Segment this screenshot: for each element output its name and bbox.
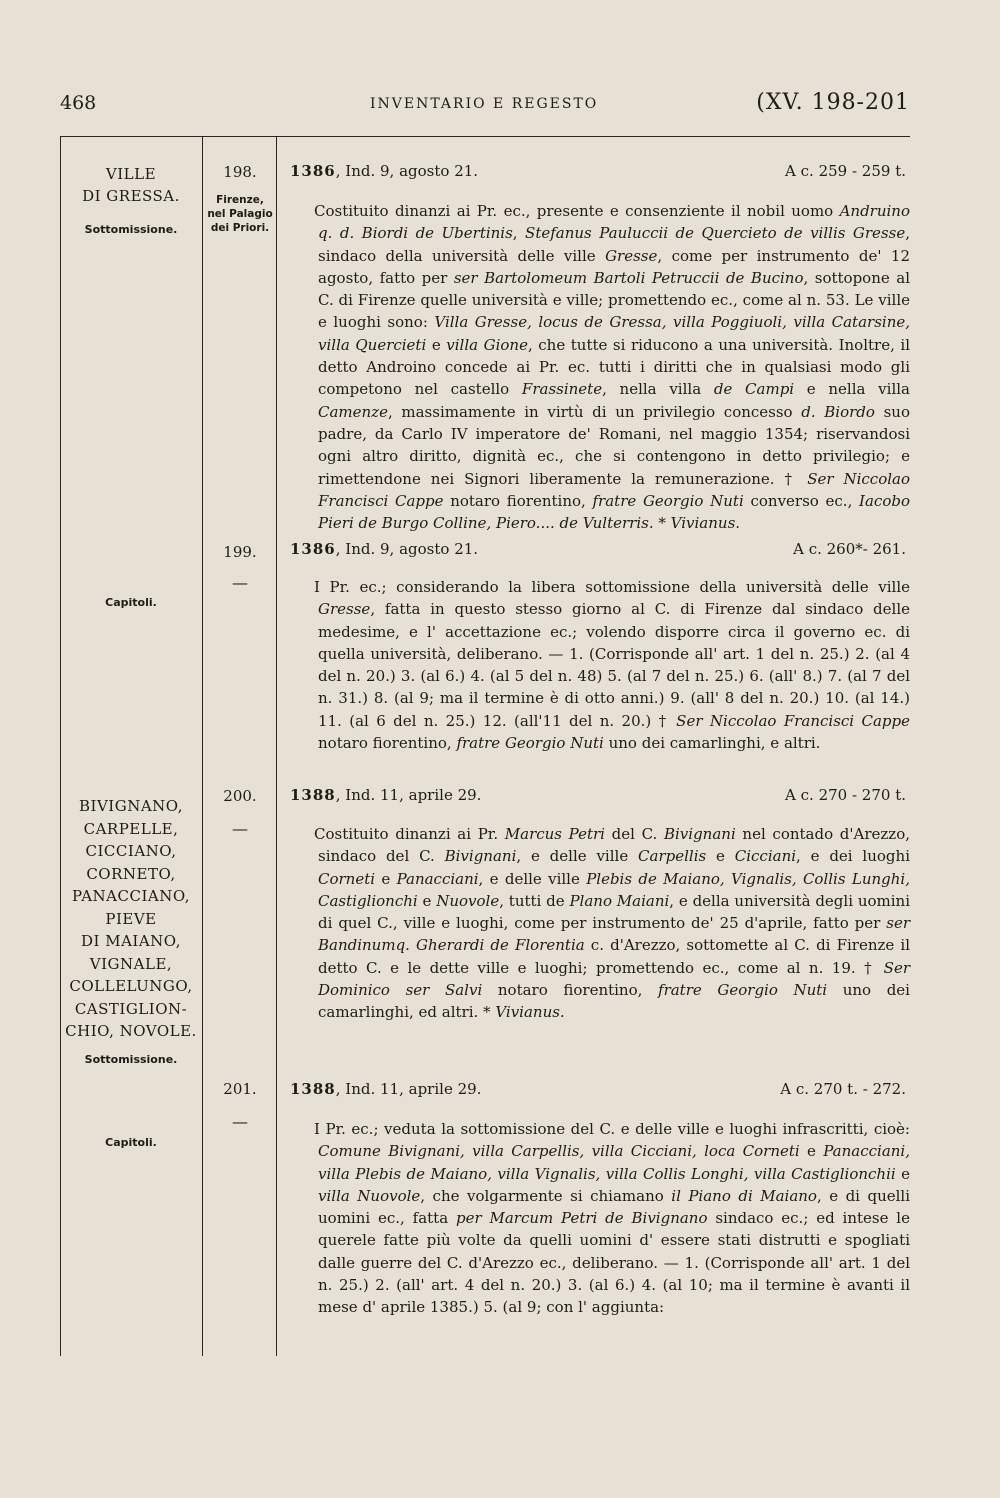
- entry-date-text: , Ind. 11, aprile 29.: [335, 1080, 482, 1098]
- margin-bivignano: [62, 795, 200, 1071]
- entry-number-199: [204, 543, 276, 592]
- entry-date: [290, 540, 478, 558]
- place-name: CORNETO,: [86, 864, 176, 883]
- place-name: CHIO, NOVOLE.: [65, 1022, 197, 1040]
- entry-text-199: I Pr. ec.; considerando la libera sottomissione della università delle ville Gresse, fatta in questo stesso giorno al C. di Firenze dal sindaco delle medesime, e l' accettazione ec.; volendo disporre circa il governo ec. di quella università, deliberano. — 1. (Corrisponde all' art. 1 del n. 25.) 2. (al 4 del n. 20.) 3. (al 6.) 4. (al 5 del n. 48) 5. (al 7 del n. 25.) 6. (all' 8.) 7. (al 7 del n. 31.) 8. (al 9; ma il termine è di otto anni.) 9. (all' 8 del n. 20.) 10. (al 14.) 11. (al 6 del n. 25.) 12. (all'11 del n. 20.) † Ser Niccolao Francisci Cappe notaro fiorentino, fratre Georgio Nuti uno dei camarlinghi, e altri.: [314, 578, 910, 753]
- margin-ville-gressa: [62, 163, 200, 241]
- entry-ref: A c. 270 - 270 t.: [785, 786, 906, 804]
- entry-date-text: , Ind. 9, agosto 21.: [335, 540, 479, 558]
- entry-text-198: Costituito dinanzi ai Pr. ec., presente e consenziente il nobil uomo Andruino q. d. Biordi de Ubertinis, Stefanus Pauluccii de Quercieto de villis Gresse, sindaco della università delle ville Gresse, come per instrumento de' 12 agosto, fatto per ser Bartolomeum Bartoli Petruccii de Bucino, sottopone al C. di Firenze quelle università e ville; promettendo ec., come al n. 53. Le ville e luoghi sono: Villa Gresse, locus de Gressa, villa Poggiuoli, villa Catarsine, villa Quercieti e villa Gione, che tutte si riducono a una università. Inoltre, il detto Androino concede ai Pr. ec. tutti i diritti che in qualsiasi modo gli competono nel castello Frassinete, nella villa de Campi e nella villa Camenze, massimamente in virtù di un privilegio concesso d. Biordo suo padre, da Carlo IV imperatore de' Romani, nel maggio 1354; riservandosi ogni altro diritto, dignità ec., che si contengono in detto privilegio; e rimettendone nei Signori liberamente la remunerazione. † Ser Niccolao Francisci Cappe notaro fiorentino, fratre Georgio Nuti converso ec., Iacobo Pieri de Burgo Colline, Piero.... de Vulterris. * Vivianus.: [314, 202, 911, 533]
- entry-number: 199.: [223, 543, 257, 561]
- entry-header-201: [290, 1080, 910, 1102]
- entry-number-198: [204, 163, 276, 235]
- margin-label: Sottomissione.: [84, 223, 178, 236]
- table-top-rule: [60, 136, 910, 137]
- place-name: DI MAIANO,: [81, 932, 181, 950]
- margin-capitoli-201: [62, 1128, 200, 1154]
- place-name: CASTIGLION-: [74, 999, 188, 1018]
- margin-capitoli-199: [62, 588, 200, 614]
- entry-number-200: [204, 787, 276, 838]
- place-name: VILLE: [105, 165, 157, 183]
- entry-place-note: [204, 193, 276, 235]
- dash: —: [232, 573, 248, 592]
- margin-label: Capitoli.: [105, 596, 157, 609]
- place-name: PIEVE: [105, 909, 157, 928]
- entry-number-201: [204, 1080, 276, 1131]
- entry-header-198: [290, 162, 910, 184]
- entry-number: 200.: [223, 787, 257, 805]
- column-rule-right: [276, 136, 277, 1356]
- dash: —: [232, 1112, 248, 1131]
- column-rule-middle: [202, 136, 203, 1356]
- entry-date: [290, 1080, 481, 1098]
- entry-ref: A c. 260*- 261.: [793, 540, 906, 558]
- entry-text-201: I Pr. ec.; veduta la sottomissione del C. e delle ville e luoghi infrascritti, cioè: Comune Bivignani, villa Carpellis, villa Cicciani, loca Corneti e Panacciani, villa Plebis de Maiano, villa Vignalis, villa Collis Longhi, villa Castiglionchii e villa Nuovole, che volgarmente si chiamano il Piano di Maiano, e di quelli uomini ec., fatta per Marcum Petri de Bivignano sindaco ec.; ed intese le querele fatte più volte da quelli uomini d' essere stati distrutti e spogliati dalle guerre del C. d'Arezzo ec., deliberano. — 1. (Corrisponde all' art. 1 del n. 25.) 2. (all' art. 4 del n. 20.) 3. (al 6.) 4. (al 10; ma il termine è avanti il mese d' aprile 1385.) 5. (al 9; con l' aggiunta:: [314, 1120, 910, 1317]
- entry-header-199: [290, 540, 910, 562]
- place-name: CICCIANO,: [85, 842, 177, 860]
- column-rule-left: [60, 136, 61, 1356]
- entry-date-text: , Ind. 11, aprile 29.: [335, 786, 482, 804]
- entry-year: 1388: [290, 786, 336, 804]
- entry-ref: A c. 270 t. - 272.: [780, 1080, 906, 1098]
- entry-date-text: , Ind. 9, agosto 21.: [335, 162, 479, 180]
- entry-number: 201.: [223, 1080, 257, 1098]
- place-name: VIGNALE,: [89, 954, 173, 973]
- page-number: 468: [60, 92, 97, 114]
- entry-ref: A c. 259 - 259 t.: [785, 162, 906, 180]
- entry-range: (XV. 198-201: [756, 90, 910, 115]
- note-line: Firenze,: [216, 194, 264, 206]
- running-head: INVENTARIO E REGESTO: [370, 96, 599, 112]
- place-name: COLLELUNGO,: [69, 977, 193, 995]
- note-line: nel Palagio: [207, 208, 273, 220]
- entry-year: 1386: [290, 540, 336, 558]
- place-name: CARPELLE,: [83, 819, 179, 838]
- entry-year: 1386: [290, 162, 336, 180]
- place-name: DI GRESSA.: [82, 187, 180, 205]
- place-name: BIVIGNANO,: [79, 797, 183, 815]
- entry-date: [290, 162, 478, 180]
- entry-header-200: [290, 786, 910, 808]
- page-header: [60, 92, 910, 122]
- entry-text-200: Costituito dinanzi ai Pr. Marcus Petri del C. Bivignani nel contado d'Arezzo, sindaco del C. Bivignani, e delle ville Carpellis e Cicciani, e dei luoghi Corneti e Panacciani, e delle ville Plebis de Maiano, Vignalis, Collis Lunghi, Castiglionchi e Nuovole, tutti de Plano Maiani, e della università degli uomini di quel C., ville e luoghi, come per instrumento de' 25 d'aprile, fatto per ser Bandinumq. Gherardi de Florentia c. d'Arezzo, sottomette al C. di Firenze il detto C. e le dette ville e luoghi; promettendo ec., come al n. 19. † Ser Dominico ser Salvi notaro fiorentino, fratre Georgio Nuti uno dei camarlinghi, ed altri. * Vivianus.: [314, 825, 911, 1022]
- margin-label: Capitoli.: [105, 1136, 157, 1149]
- entry-year: 1388: [290, 1080, 336, 1098]
- entry-date: [290, 786, 481, 804]
- dash: —: [232, 819, 248, 838]
- entry-number: 198.: [223, 163, 257, 181]
- place-name: PANACCIANO,: [71, 887, 191, 905]
- note-line: dei Priori.: [210, 222, 270, 234]
- margin-label: Sottomissione.: [84, 1052, 178, 1066]
